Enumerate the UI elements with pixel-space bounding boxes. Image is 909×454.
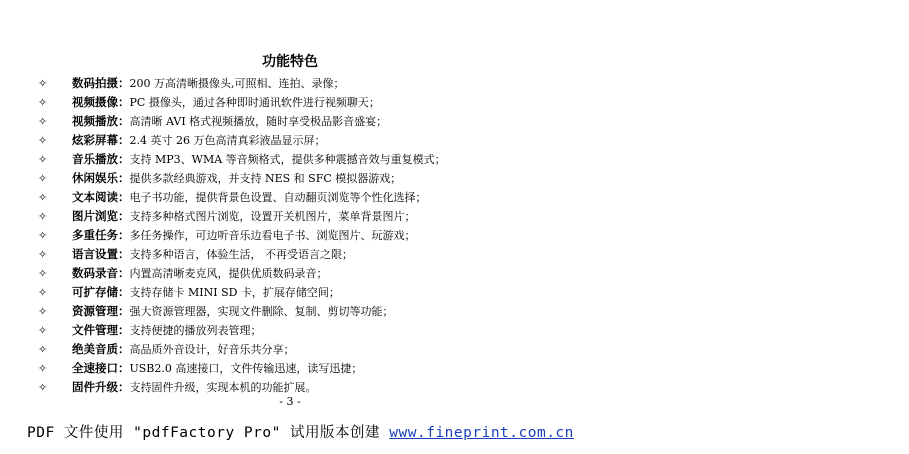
diamond-bullet-icon: ✧	[38, 210, 48, 223]
feature-description: 支持 MP3、WMA 等音频格式，提供多种震撼音效与重复模式；	[129, 153, 446, 166]
feature-item	[38, 321, 446, 340]
diamond-bullet-icon: ✧	[38, 305, 48, 318]
diamond-bullet-icon: ✧	[38, 248, 48, 261]
feature-item	[38, 112, 446, 131]
feature-item	[38, 150, 446, 169]
feature-description: 高品质外音设计，好音乐共分享；	[129, 343, 295, 356]
feature-description: 200 万高清晰摄像头,可照相、连拍、录像；	[129, 77, 345, 90]
feature-item	[38, 283, 446, 302]
feature-description: 支持多种语言，体验生活， 不再受语言之限；	[129, 248, 353, 261]
diamond-bullet-icon: ✧	[38, 381, 48, 394]
diamond-bullet-icon: ✧	[38, 153, 48, 166]
section-title: 功能特色	[262, 54, 318, 70]
page-number: - 3 -	[279, 395, 301, 408]
feature-label: 音乐播放：	[72, 152, 130, 166]
feature-description: PC 摄像头，通过各种即时通讯软件进行视频聊天；	[129, 96, 380, 109]
footer-text: PDF 文件使用 "pdfFactory Pro" 试用版本创建	[27, 425, 390, 441]
diamond-bullet-icon: ✧	[38, 343, 48, 356]
feature-item	[38, 188, 446, 207]
feature-item	[38, 131, 446, 150]
feature-description: 多任务操作，可边听音乐边看电子书、浏览图片、玩游戏；	[129, 229, 416, 242]
feature-description: 高清晰 AVI 格式视频播放，随时享受极品影音盛宴；	[129, 115, 388, 128]
diamond-bullet-icon: ✧	[38, 362, 48, 375]
feature-description: 内置高清晰麦克风，提供优质数码录音；	[129, 267, 328, 280]
feature-item	[38, 93, 446, 112]
feature-description: 2.4 英寸 26 万色高清真彩液晶显示屏；	[129, 134, 326, 147]
feature-label: 文本阅读：	[72, 190, 130, 204]
feature-item	[38, 226, 446, 245]
feature-description: 支持多种格式图片浏览，设置开关机图片，菜单背景图片；	[129, 210, 416, 223]
diamond-bullet-icon: ✧	[38, 134, 48, 147]
feature-label: 可扩存储：	[72, 285, 130, 299]
feature-list	[38, 74, 446, 397]
feature-label: 固件升级：	[72, 380, 130, 394]
feature-item	[38, 207, 446, 226]
feature-label: 图片浏览：	[72, 209, 130, 223]
feature-label: 语言设置：	[72, 247, 130, 261]
feature-description: 电子书功能，提供背景色设置、自动翻页浏览等个性化选择；	[129, 191, 427, 204]
feature-label: 绝美音质：	[72, 342, 130, 356]
feature-item	[38, 169, 446, 188]
feature-label: 炫彩屏幕：	[72, 133, 130, 147]
footer-link[interactable]: www.fineprint.com.cn	[389, 425, 574, 441]
diamond-bullet-icon: ✧	[38, 172, 48, 185]
feature-description: 支持固件升级，实现本机的功能扩展。	[129, 381, 317, 394]
diamond-bullet-icon: ✧	[38, 267, 48, 280]
feature-label: 视频摄像：	[72, 95, 130, 109]
feature-item	[38, 264, 446, 283]
pdf-footer	[27, 421, 574, 442]
diamond-bullet-icon: ✧	[38, 96, 48, 109]
feature-description: USB2.0 高速接口，文件传输迅速，读写迅捷；	[129, 362, 363, 375]
feature-label: 视频播放：	[72, 114, 130, 128]
diamond-bullet-icon: ✧	[38, 77, 48, 90]
feature-description: 强大资源管理器，实现文件删除、复制、剪切等功能；	[129, 305, 394, 318]
feature-item	[38, 302, 446, 321]
feature-label: 资源管理：	[72, 304, 130, 318]
diamond-bullet-icon: ✧	[38, 286, 48, 299]
feature-description: 支持便捷的播放列表管理；	[129, 324, 262, 337]
feature-label: 多重任务：	[72, 228, 130, 242]
feature-item	[38, 340, 446, 359]
feature-description: 提供多款经典游戏，并支持 NES 和 SFC 模拟器游戏；	[129, 172, 402, 185]
feature-description: 支持存储卡 MINI SD 卡，扩展存储空间；	[129, 286, 340, 299]
feature-label: 数码录音：	[72, 266, 130, 280]
feature-label: 全速接口：	[72, 361, 130, 375]
feature-item	[38, 359, 446, 378]
feature-label: 数码拍摄：	[72, 76, 130, 90]
feature-item	[38, 74, 446, 93]
feature-item	[38, 245, 446, 264]
feature-label: 休闲娱乐：	[72, 171, 130, 185]
diamond-bullet-icon: ✧	[38, 115, 48, 128]
diamond-bullet-icon: ✧	[38, 324, 48, 337]
diamond-bullet-icon: ✧	[38, 229, 48, 242]
feature-label: 文件管理：	[72, 323, 130, 337]
diamond-bullet-icon: ✧	[38, 191, 48, 204]
